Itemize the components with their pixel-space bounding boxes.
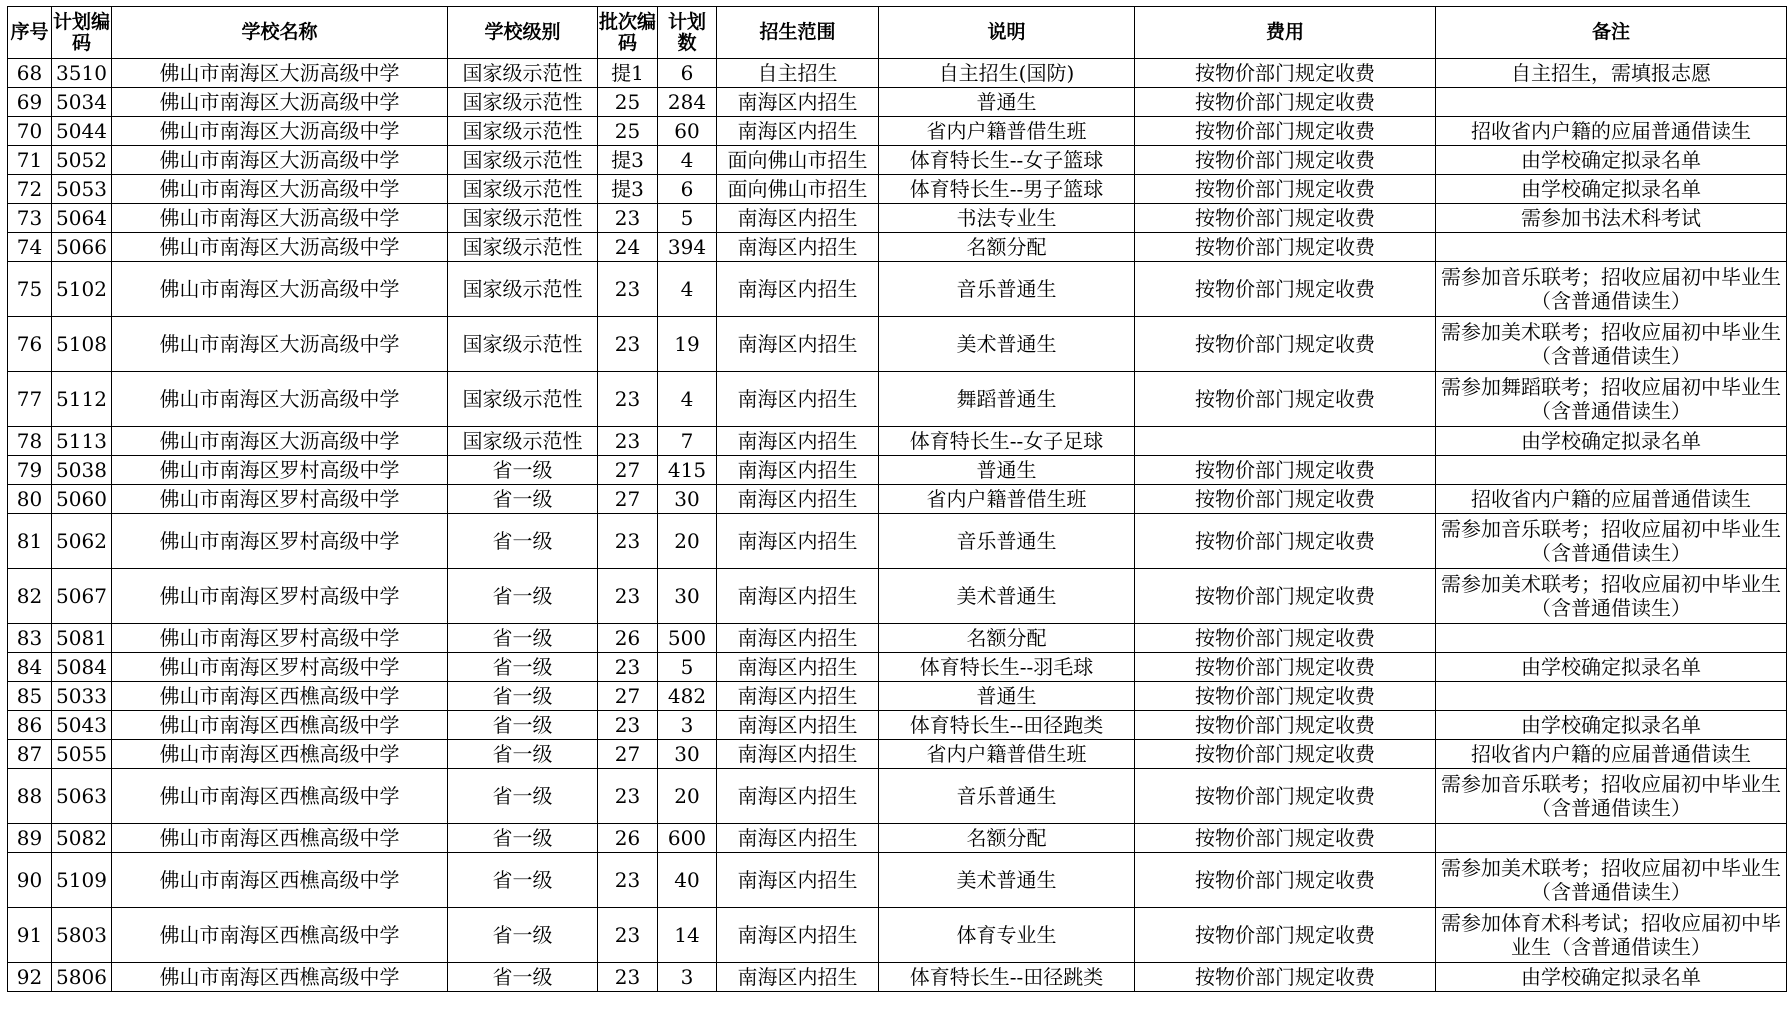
batch-code-cell: 27: [598, 485, 658, 514]
batch-code-cell: 23: [598, 317, 658, 372]
plan-count-cell: 3: [658, 963, 717, 992]
plan-count-cell: 415: [658, 456, 717, 485]
batch-code-cell: 23: [598, 514, 658, 569]
enrollment-scope-cell: 面向佛山市招生: [717, 175, 879, 204]
table-row: [8, 514, 1787, 569]
school-name-cell: 佛山市南海区西樵高级中学: [112, 682, 448, 711]
fee-cell: 按物价部门规定收费: [1135, 653, 1436, 682]
school-level-cell: 省一级: [448, 514, 598, 569]
table-row: [8, 908, 1787, 963]
serial-number-cell: 78: [8, 427, 52, 456]
serial-number-cell: 75: [8, 262, 52, 317]
table-row: [8, 711, 1787, 740]
fee-cell: 按物价部门规定收费: [1135, 233, 1436, 262]
description-cell: 体育特长生--田径跳类: [879, 963, 1135, 992]
school-level-cell: 省一级: [448, 824, 598, 853]
description-cell: 体育特长生--田径跑类: [879, 711, 1135, 740]
enrollment-scope-cell: 南海区内招生: [717, 233, 879, 262]
batch-code-cell: 27: [598, 456, 658, 485]
school-name-cell: 佛山市南海区大沥高级中学: [112, 117, 448, 146]
school-level-cell: 省一级: [448, 569, 598, 624]
school-level-cell: 省一级: [448, 853, 598, 908]
batch-code-cell: 23: [598, 853, 658, 908]
school-name-cell: 佛山市南海区大沥高级中学: [112, 233, 448, 262]
school-name-cell: 佛山市南海区西樵高级中学: [112, 963, 448, 992]
plan-code-cell: 5052: [52, 146, 112, 175]
description-cell: 美术普通生: [879, 569, 1135, 624]
batch-code-cell: 提3: [598, 175, 658, 204]
fee-cell: 按物价部门规定收费: [1135, 117, 1436, 146]
batch-code-cell: 23: [598, 963, 658, 992]
plan-code-cell: 5108: [52, 317, 112, 372]
school-level-cell: 国家级示范性: [448, 117, 598, 146]
enrollment-scope-cell: 南海区内招生: [717, 262, 879, 317]
header-serial-number: 序号: [8, 7, 52, 59]
remarks-cell: 招收省内户籍的应届普通借读生: [1436, 117, 1787, 146]
serial-number-cell: 70: [8, 117, 52, 146]
school-name-cell: 佛山市南海区罗村高级中学: [112, 653, 448, 682]
plan-count-cell: 40: [658, 853, 717, 908]
school-name-cell: 佛山市南海区大沥高级中学: [112, 88, 448, 117]
school-level-cell: 国家级示范性: [448, 204, 598, 233]
plan-code-cell: 5044: [52, 117, 112, 146]
school-level-cell: 省一级: [448, 740, 598, 769]
fee-cell: 按物价部门规定收费: [1135, 204, 1436, 233]
description-cell: 音乐普通生: [879, 262, 1135, 317]
table-row: [8, 427, 1787, 456]
plan-count-cell: 20: [658, 514, 717, 569]
plan-count-cell: 4: [658, 146, 717, 175]
school-name-cell: 佛山市南海区罗村高级中学: [112, 456, 448, 485]
remarks-cell: [1436, 682, 1787, 711]
school-level-cell: 省一级: [448, 769, 598, 824]
plan-code-cell: 5113: [52, 427, 112, 456]
description-cell: 名额分配: [879, 624, 1135, 653]
enrollment-scope-cell: 南海区内招生: [717, 569, 879, 624]
batch-code-cell: 23: [598, 372, 658, 427]
school-level-cell: 国家级示范性: [448, 317, 598, 372]
description-cell: 美术普通生: [879, 317, 1135, 372]
remarks-cell: 需参加体育术科考试；招收应届初中毕业生（含普通借读生）: [1436, 908, 1787, 963]
remarks-cell: 需参加舞蹈联考；招收应届初中毕业生（含普通借读生）: [1436, 372, 1787, 427]
description-cell: 体育特长生--女子篮球: [879, 146, 1135, 175]
enrollment-scope-cell: 南海区内招生: [717, 824, 879, 853]
plan-count-cell: 6: [658, 175, 717, 204]
school-name-cell: 佛山市南海区西樵高级中学: [112, 740, 448, 769]
table-row: [8, 117, 1787, 146]
serial-number-cell: 90: [8, 853, 52, 908]
header-plan-code: 计划编码: [52, 7, 112, 59]
table-row: [8, 824, 1787, 853]
plan-code-cell: 5064: [52, 204, 112, 233]
remarks-cell: 自主招生，需填报志愿: [1436, 59, 1787, 88]
batch-code-cell: 26: [598, 824, 658, 853]
table-row: [8, 853, 1787, 908]
school-level-cell: 国家级示范性: [448, 233, 598, 262]
serial-number-cell: 81: [8, 514, 52, 569]
plan-count-cell: 5: [658, 204, 717, 233]
enrollment-scope-cell: 南海区内招生: [717, 624, 879, 653]
description-cell: 普通生: [879, 456, 1135, 485]
plan-code-cell: 5053: [52, 175, 112, 204]
plan-code-cell: 5034: [52, 88, 112, 117]
plan-code-cell: 5063: [52, 769, 112, 824]
school-level-cell: 省一级: [448, 485, 598, 514]
plan-count-cell: 4: [658, 262, 717, 317]
enrollment-scope-cell: 南海区内招生: [717, 853, 879, 908]
school-name-cell: 佛山市南海区西樵高级中学: [112, 711, 448, 740]
plan-code-cell: 5062: [52, 514, 112, 569]
remarks-cell: [1436, 88, 1787, 117]
enrollment-scope-cell: 南海区内招生: [717, 456, 879, 485]
plan-count-cell: 6: [658, 59, 717, 88]
plan-code-cell: 5803: [52, 908, 112, 963]
fee-cell: 按物价部门规定收费: [1135, 59, 1436, 88]
batch-code-cell: 26: [598, 624, 658, 653]
school-name-cell: 佛山市南海区西樵高级中学: [112, 769, 448, 824]
remarks-cell: 需参加美术联考；招收应届初中毕业生（含普通借读生）: [1436, 853, 1787, 908]
serial-number-cell: 83: [8, 624, 52, 653]
batch-code-cell: 23: [598, 711, 658, 740]
plan-count-cell: 600: [658, 824, 717, 853]
serial-number-cell: 92: [8, 963, 52, 992]
enrollment-scope-cell: 南海区内招生: [717, 372, 879, 427]
school-level-cell: 国家级示范性: [448, 427, 598, 456]
description-cell: 普通生: [879, 682, 1135, 711]
school-name-cell: 佛山市南海区西樵高级中学: [112, 824, 448, 853]
fee-cell: 按物价部门规定收费: [1135, 740, 1436, 769]
plan-count-cell: 284: [658, 88, 717, 117]
enrollment-scope-cell: 南海区内招生: [717, 514, 879, 569]
school-level-cell: 省一级: [448, 624, 598, 653]
plan-code-cell: 5055: [52, 740, 112, 769]
table-row: [8, 175, 1787, 204]
fee-cell: 按物价部门规定收费: [1135, 824, 1436, 853]
plan-code-cell: 5043: [52, 711, 112, 740]
description-cell: 体育特长生--羽毛球: [879, 653, 1135, 682]
serial-number-cell: 76: [8, 317, 52, 372]
plan-count-cell: 30: [658, 740, 717, 769]
table-row: [8, 233, 1787, 262]
serial-number-cell: 88: [8, 769, 52, 824]
school-name-cell: 佛山市南海区大沥高级中学: [112, 372, 448, 427]
header-remarks: 备注: [1436, 7, 1787, 59]
plan-code-cell: 5066: [52, 233, 112, 262]
description-cell: 名额分配: [879, 233, 1135, 262]
fee-cell: 按物价部门规定收费: [1135, 88, 1436, 117]
table-row: [8, 262, 1787, 317]
serial-number-cell: 74: [8, 233, 52, 262]
table-row: [8, 682, 1787, 711]
serial-number-cell: 86: [8, 711, 52, 740]
batch-code-cell: 23: [598, 653, 658, 682]
plan-count-cell: 30: [658, 485, 717, 514]
school-level-cell: 国家级示范性: [448, 175, 598, 204]
serial-number-cell: 89: [8, 824, 52, 853]
plan-code-cell: 5038: [52, 456, 112, 485]
school-name-cell: 佛山市南海区西樵高级中学: [112, 908, 448, 963]
enrollment-scope-cell: 南海区内招生: [717, 427, 879, 456]
school-level-cell: 省一级: [448, 653, 598, 682]
description-cell: 体育专业生: [879, 908, 1135, 963]
fee-cell: 按物价部门规定收费: [1135, 624, 1436, 653]
plan-code-cell: 5102: [52, 262, 112, 317]
school-level-cell: 省一级: [448, 711, 598, 740]
description-cell: 美术普通生: [879, 853, 1135, 908]
enrollment-scope-cell: 南海区内招生: [717, 682, 879, 711]
enrollment-scope-cell: 南海区内招生: [717, 653, 879, 682]
remarks-cell: 需参加音乐联考；招收应届初中毕业生（含普通借读生）: [1436, 514, 1787, 569]
remarks-cell: [1436, 456, 1787, 485]
serial-number-cell: 79: [8, 456, 52, 485]
serial-number-cell: 91: [8, 908, 52, 963]
school-name-cell: 佛山市南海区大沥高级中学: [112, 317, 448, 372]
enrollment-scope-cell: 南海区内招生: [717, 117, 879, 146]
table-row: [8, 740, 1787, 769]
description-cell: 体育特长生--女子足球: [879, 427, 1135, 456]
school-name-cell: 佛山市南海区罗村高级中学: [112, 624, 448, 653]
plan-code-cell: 5084: [52, 653, 112, 682]
enrollment-scope-cell: 南海区内招生: [717, 485, 879, 514]
serial-number-cell: 73: [8, 204, 52, 233]
batch-code-cell: 24: [598, 233, 658, 262]
school-name-cell: 佛山市南海区大沥高级中学: [112, 146, 448, 175]
fee-cell: 按物价部门规定收费: [1135, 853, 1436, 908]
header-row: [8, 7, 1787, 59]
enrollment-scope-cell: 南海区内招生: [717, 711, 879, 740]
school-name-cell: 佛山市南海区大沥高级中学: [112, 204, 448, 233]
description-cell: 省内户籍普借生班: [879, 117, 1135, 146]
description-cell: 音乐普通生: [879, 514, 1135, 569]
batch-code-cell: 25: [598, 88, 658, 117]
description-cell: 省内户籍普借生班: [879, 485, 1135, 514]
description-cell: 名额分配: [879, 824, 1135, 853]
plan-count-cell: 482: [658, 682, 717, 711]
table-row: [8, 569, 1787, 624]
school-level-cell: 省一级: [448, 963, 598, 992]
table-row: [8, 88, 1787, 117]
batch-code-cell: 27: [598, 682, 658, 711]
table-row: [8, 624, 1787, 653]
school-level-cell: 国家级示范性: [448, 146, 598, 175]
remarks-cell: [1436, 824, 1787, 853]
remarks-cell: 由学校确定拟录名单: [1436, 427, 1787, 456]
enrollment-scope-cell: 南海区内招生: [717, 317, 879, 372]
serial-number-cell: 69: [8, 88, 52, 117]
remarks-cell: 招收省内户籍的应届普通借读生: [1436, 740, 1787, 769]
header-fee: 费用: [1135, 7, 1436, 59]
fee-cell: 按物价部门规定收费: [1135, 908, 1436, 963]
batch-code-cell: 25: [598, 117, 658, 146]
plan-code-cell: 5060: [52, 485, 112, 514]
table-row: [8, 317, 1787, 372]
serial-number-cell: 84: [8, 653, 52, 682]
serial-number-cell: 80: [8, 485, 52, 514]
enrollment-scope-cell: 南海区内招生: [717, 204, 879, 233]
table-row: [8, 204, 1787, 233]
batch-code-cell: 23: [598, 769, 658, 824]
school-level-cell: 国家级示范性: [448, 372, 598, 427]
enrollment-scope-cell: 南海区内招生: [717, 769, 879, 824]
fee-cell: 按物价部门规定收费: [1135, 317, 1436, 372]
table-row: [8, 963, 1787, 992]
header-batch-code: 批次编码: [598, 7, 658, 59]
table-row: [8, 653, 1787, 682]
table-row: [8, 146, 1787, 175]
plan-count-cell: 30: [658, 569, 717, 624]
plan-code-cell: 3510: [52, 59, 112, 88]
table-row: [8, 456, 1787, 485]
enrollment-scope-cell: 自主招生: [717, 59, 879, 88]
plan-count-cell: 19: [658, 317, 717, 372]
remarks-cell: 需参加书法术科考试: [1436, 204, 1787, 233]
fee-cell: 按物价部门规定收费: [1135, 485, 1436, 514]
school-name-cell: 佛山市南海区大沥高级中学: [112, 262, 448, 317]
school-name-cell: 佛山市南海区大沥高级中学: [112, 427, 448, 456]
header-enrollment-scope: 招生范围: [717, 7, 879, 59]
school-name-cell: 佛山市南海区罗村高级中学: [112, 514, 448, 569]
enrollment-scope-cell: 南海区内招生: [717, 740, 879, 769]
description-cell: 体育特长生--男子篮球: [879, 175, 1135, 204]
plan-count-cell: 20: [658, 769, 717, 824]
fee-cell: 按物价部门规定收费: [1135, 262, 1436, 317]
school-name-cell: 佛山市南海区大沥高级中学: [112, 59, 448, 88]
remarks-cell: 由学校确定拟录名单: [1436, 711, 1787, 740]
batch-code-cell: 提3: [598, 146, 658, 175]
table-row: [8, 485, 1787, 514]
plan-code-cell: 5067: [52, 569, 112, 624]
plan-count-cell: 5: [658, 653, 717, 682]
school-level-cell: 省一级: [448, 908, 598, 963]
school-level-cell: 省一级: [448, 682, 598, 711]
plan-code-cell: 5109: [52, 853, 112, 908]
school-level-cell: 国家级示范性: [448, 262, 598, 317]
enrollment-plan-table: [7, 6, 1787, 992]
remarks-cell: 需参加美术联考；招收应届初中毕业生（含普通借读生）: [1436, 569, 1787, 624]
plan-code-cell: 5081: [52, 624, 112, 653]
header-plan-count: 计划数: [658, 7, 717, 59]
fee-cell: 按物价部门规定收费: [1135, 456, 1436, 485]
school-level-cell: 国家级示范性: [448, 59, 598, 88]
remarks-cell: 由学校确定拟录名单: [1436, 175, 1787, 204]
header-school-level: 学校级别: [448, 7, 598, 59]
batch-code-cell: 23: [598, 569, 658, 624]
plan-count-cell: 394: [658, 233, 717, 262]
batch-code-cell: 提1: [598, 59, 658, 88]
plan-code-cell: 5806: [52, 963, 112, 992]
table-row: [8, 59, 1787, 88]
plan-code-cell: 5082: [52, 824, 112, 853]
remarks-cell: 由学校确定拟录名单: [1436, 653, 1787, 682]
description-cell: 普通生: [879, 88, 1135, 117]
description-cell: 舞蹈普通生: [879, 372, 1135, 427]
school-level-cell: 省一级: [448, 456, 598, 485]
description-cell: 自主招生(国防): [879, 59, 1135, 88]
serial-number-cell: 87: [8, 740, 52, 769]
remarks-cell: 由学校确定拟录名单: [1436, 146, 1787, 175]
table-row: [8, 769, 1787, 824]
enrollment-scope-cell: 面向佛山市招生: [717, 146, 879, 175]
batch-code-cell: 23: [598, 204, 658, 233]
plan-code-cell: 5112: [52, 372, 112, 427]
header-description: 说明: [879, 7, 1135, 59]
enrollment-scope-cell: 南海区内招生: [717, 88, 879, 117]
school-level-cell: 国家级示范性: [448, 88, 598, 117]
school-name-cell: 佛山市南海区西樵高级中学: [112, 853, 448, 908]
fee-cell: 按物价部门规定收费: [1135, 175, 1436, 204]
remarks-cell: 需参加音乐联考；招收应届初中毕业生（含普通借读生）: [1436, 769, 1787, 824]
fee-cell: [1135, 427, 1436, 456]
serial-number-cell: 72: [8, 175, 52, 204]
enrollment-scope-cell: 南海区内招生: [717, 908, 879, 963]
serial-number-cell: 77: [8, 372, 52, 427]
batch-code-cell: 23: [598, 908, 658, 963]
school-name-cell: 佛山市南海区罗村高级中学: [112, 569, 448, 624]
plan-count-cell: 60: [658, 117, 717, 146]
batch-code-cell: 23: [598, 427, 658, 456]
table-row: [8, 372, 1787, 427]
fee-cell: 按物价部门规定收费: [1135, 682, 1436, 711]
fee-cell: 按物价部门规定收费: [1135, 963, 1436, 992]
plan-count-cell: 14: [658, 908, 717, 963]
description-cell: 书法专业生: [879, 204, 1135, 233]
fee-cell: 按物价部门规定收费: [1135, 711, 1436, 740]
remarks-cell: 需参加音乐联考；招收应届初中毕业生（含普通借读生）: [1436, 262, 1787, 317]
remarks-cell: 需参加美术联考；招收应届初中毕业生（含普通借读生）: [1436, 317, 1787, 372]
plan-code-cell: 5033: [52, 682, 112, 711]
description-cell: 省内户籍普借生班: [879, 740, 1135, 769]
school-name-cell: 佛山市南海区罗村高级中学: [112, 485, 448, 514]
plan-count-cell: 500: [658, 624, 717, 653]
batch-code-cell: 27: [598, 740, 658, 769]
school-name-cell: 佛山市南海区大沥高级中学: [112, 175, 448, 204]
header-school-name: 学校名称: [112, 7, 448, 59]
remarks-cell: [1436, 624, 1787, 653]
fee-cell: 按物价部门规定收费: [1135, 372, 1436, 427]
description-cell: 音乐普通生: [879, 769, 1135, 824]
serial-number-cell: 71: [8, 146, 52, 175]
plan-count-cell: 4: [658, 372, 717, 427]
fee-cell: 按物价部门规定收费: [1135, 146, 1436, 175]
fee-cell: 按物价部门规定收费: [1135, 569, 1436, 624]
serial-number-cell: 85: [8, 682, 52, 711]
batch-code-cell: 23: [598, 262, 658, 317]
remarks-cell: 由学校确定拟录名单: [1436, 963, 1787, 992]
serial-number-cell: 68: [8, 59, 52, 88]
remarks-cell: 招收省内户籍的应届普通借读生: [1436, 485, 1787, 514]
plan-count-cell: 7: [658, 427, 717, 456]
fee-cell: 按物价部门规定收费: [1135, 514, 1436, 569]
enrollment-scope-cell: 南海区内招生: [717, 963, 879, 992]
fee-cell: 按物价部门规定收费: [1135, 769, 1436, 824]
remarks-cell: [1436, 233, 1787, 262]
serial-number-cell: 82: [8, 569, 52, 624]
plan-count-cell: 3: [658, 711, 717, 740]
